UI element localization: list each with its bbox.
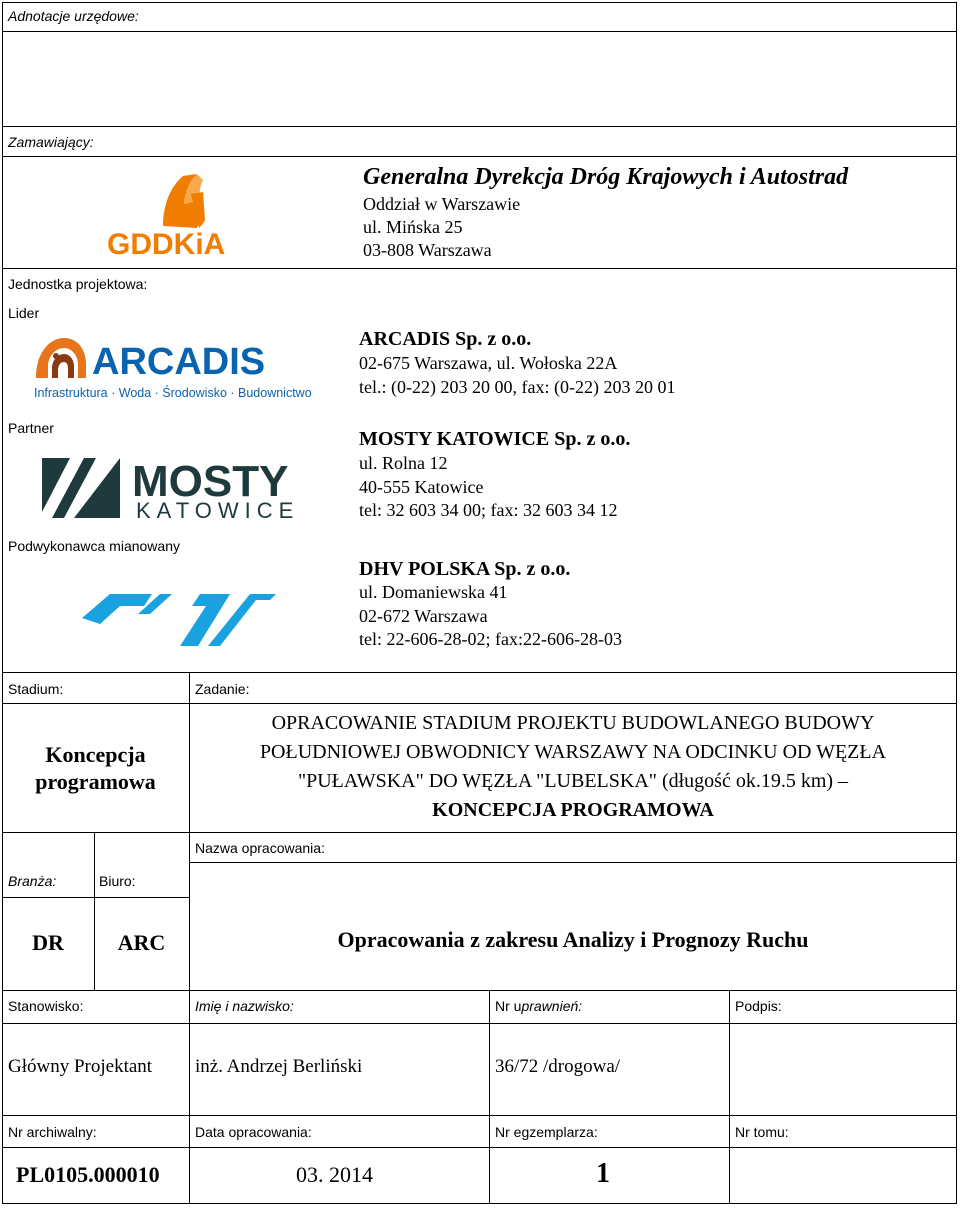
- arcadis-logo: [34, 334, 324, 404]
- gddkia-logo-text: GDDKiA: [107, 228, 226, 261]
- mosty-logo: [40, 452, 320, 524]
- branch-value: DR: [32, 930, 64, 955]
- subcontractor-label: Podwykonawca mianowany: [8, 538, 180, 554]
- task-label: Zadanie:: [195, 681, 250, 697]
- name-label: Imię i nazwisko:: [195, 998, 294, 1014]
- permit-label-rest: prawnień:: [521, 998, 583, 1014]
- signature-label: Podpis:: [735, 998, 782, 1014]
- position-label: Stanowisko:: [8, 998, 84, 1014]
- partner-label: Partner: [8, 420, 54, 436]
- client-label: Zamawiający:: [8, 134, 94, 150]
- copy-no-value: 1: [596, 1158, 610, 1189]
- arcadis-emblem-icon: [36, 338, 86, 378]
- dhv-logo: [80, 584, 280, 648]
- partner-phone: tel: 32 603 34 00; fax: 32 603 34 12: [359, 500, 618, 520]
- client-branch: Oddział w Warszawie: [363, 194, 521, 214]
- mosty-logo-subtext: KATOWICE: [136, 498, 300, 523]
- office-label: Biuro:: [99, 873, 136, 889]
- task-line4: KONCEPCJA PROGRAMOWA: [432, 799, 714, 821]
- subcontractor-name: DHV POLSKA Sp. z o.o.: [359, 558, 571, 580]
- leader-phone: tel.: (0-22) 203 20 00, fax: (0-22) 203 20 01: [359, 377, 676, 397]
- client-name: Generalna Dyrekcja Dróg Krajowych i Autostrad: [363, 164, 849, 190]
- task-line3: "PUŁAWSKA" DO WĘZŁA "LUBELSKA" (długość ok.19.5 km) –: [297, 770, 849, 792]
- permit-label-prefix: Nr u: [495, 998, 522, 1014]
- gddkia-logo: [105, 170, 260, 262]
- partner-name: MOSTY KATOWICE Sp. z o.o.: [359, 428, 631, 450]
- permit-label: [495, 998, 582, 1014]
- office-value: ARC: [117, 930, 166, 955]
- volume-label: Nr tomu:: [735, 1124, 789, 1140]
- annotations-label: Adnotacje urzędowe:: [8, 8, 139, 24]
- branch-label: Branża:: [8, 873, 57, 889]
- date-label: Data opracowania:: [195, 1124, 312, 1140]
- arcadis-logo-text: ARCADIS: [92, 341, 266, 383]
- subcontractor-street: ul. Domaniewska 41: [359, 582, 508, 602]
- leader-address: 02-675 Warszawa, ul. Wołoska 22A: [359, 353, 618, 373]
- stage-value: [2, 741, 189, 795]
- leader-label: Lider: [8, 305, 40, 321]
- mosty-logo-text: MOSTY: [132, 457, 289, 506]
- dhv-emblem-icon: [82, 594, 276, 646]
- task-line2: POŁUDNIOWEJ OBWODNICY WARSZAWY NA ODCINKU OD WĘZŁA: [259, 741, 887, 763]
- date-value: 03. 2014: [296, 1162, 373, 1187]
- partner-street: ul. Rolna 12: [359, 453, 448, 473]
- subcontractor-phone: tel: 22-606-28-02; fax:22-606-28-03: [359, 629, 622, 649]
- subcontractor-city: 02-672 Warszawa: [359, 606, 488, 626]
- archive-label: Nr archiwalny:: [8, 1124, 97, 1140]
- study-name-value: Opracowania z zakresu Analizy i Prognozy Ruchu: [337, 927, 809, 952]
- study-name-label: Nazwa opracowania:: [195, 840, 325, 856]
- task-line1: OPRACOWANIE STADIUM PROJEKTU BUDOWLANEGO BUDOWY: [271, 712, 875, 734]
- arcadis-logo-subtext: Infrastruktura · Woda · Środowisko · Budownictwo: [34, 386, 312, 400]
- leader-name: ARCADIS Sp. z o.o.: [359, 328, 532, 350]
- task-description: [190, 709, 956, 825]
- dhv-logo-text: DHV: [80, 584, 83, 585]
- archive-no-value: PL0105.000010: [16, 1162, 160, 1187]
- name-value: inż. Andrzej Berliński: [195, 1056, 363, 1077]
- signature-field: [730, 1024, 956, 1115]
- design-unit-label: Jednostka projektowa:: [8, 276, 148, 292]
- client-city: 03-808 Warszawa: [363, 240, 492, 260]
- stage-value-line1: Koncepcja: [45, 742, 146, 767]
- copy-label: Nr egzemplarza:: [495, 1124, 598, 1140]
- stage-value-line2: programowa: [35, 769, 156, 794]
- mosty-emblem-icon: [42, 458, 120, 518]
- client-street: ul. Mińska 25: [363, 217, 463, 237]
- position-value: Główny Projektant: [8, 1056, 153, 1077]
- partner-city: 40-555 Katowice: [359, 477, 484, 497]
- permit-value: 36/72 /drogowa/: [495, 1056, 621, 1077]
- stage-label: Stadium:: [8, 681, 64, 697]
